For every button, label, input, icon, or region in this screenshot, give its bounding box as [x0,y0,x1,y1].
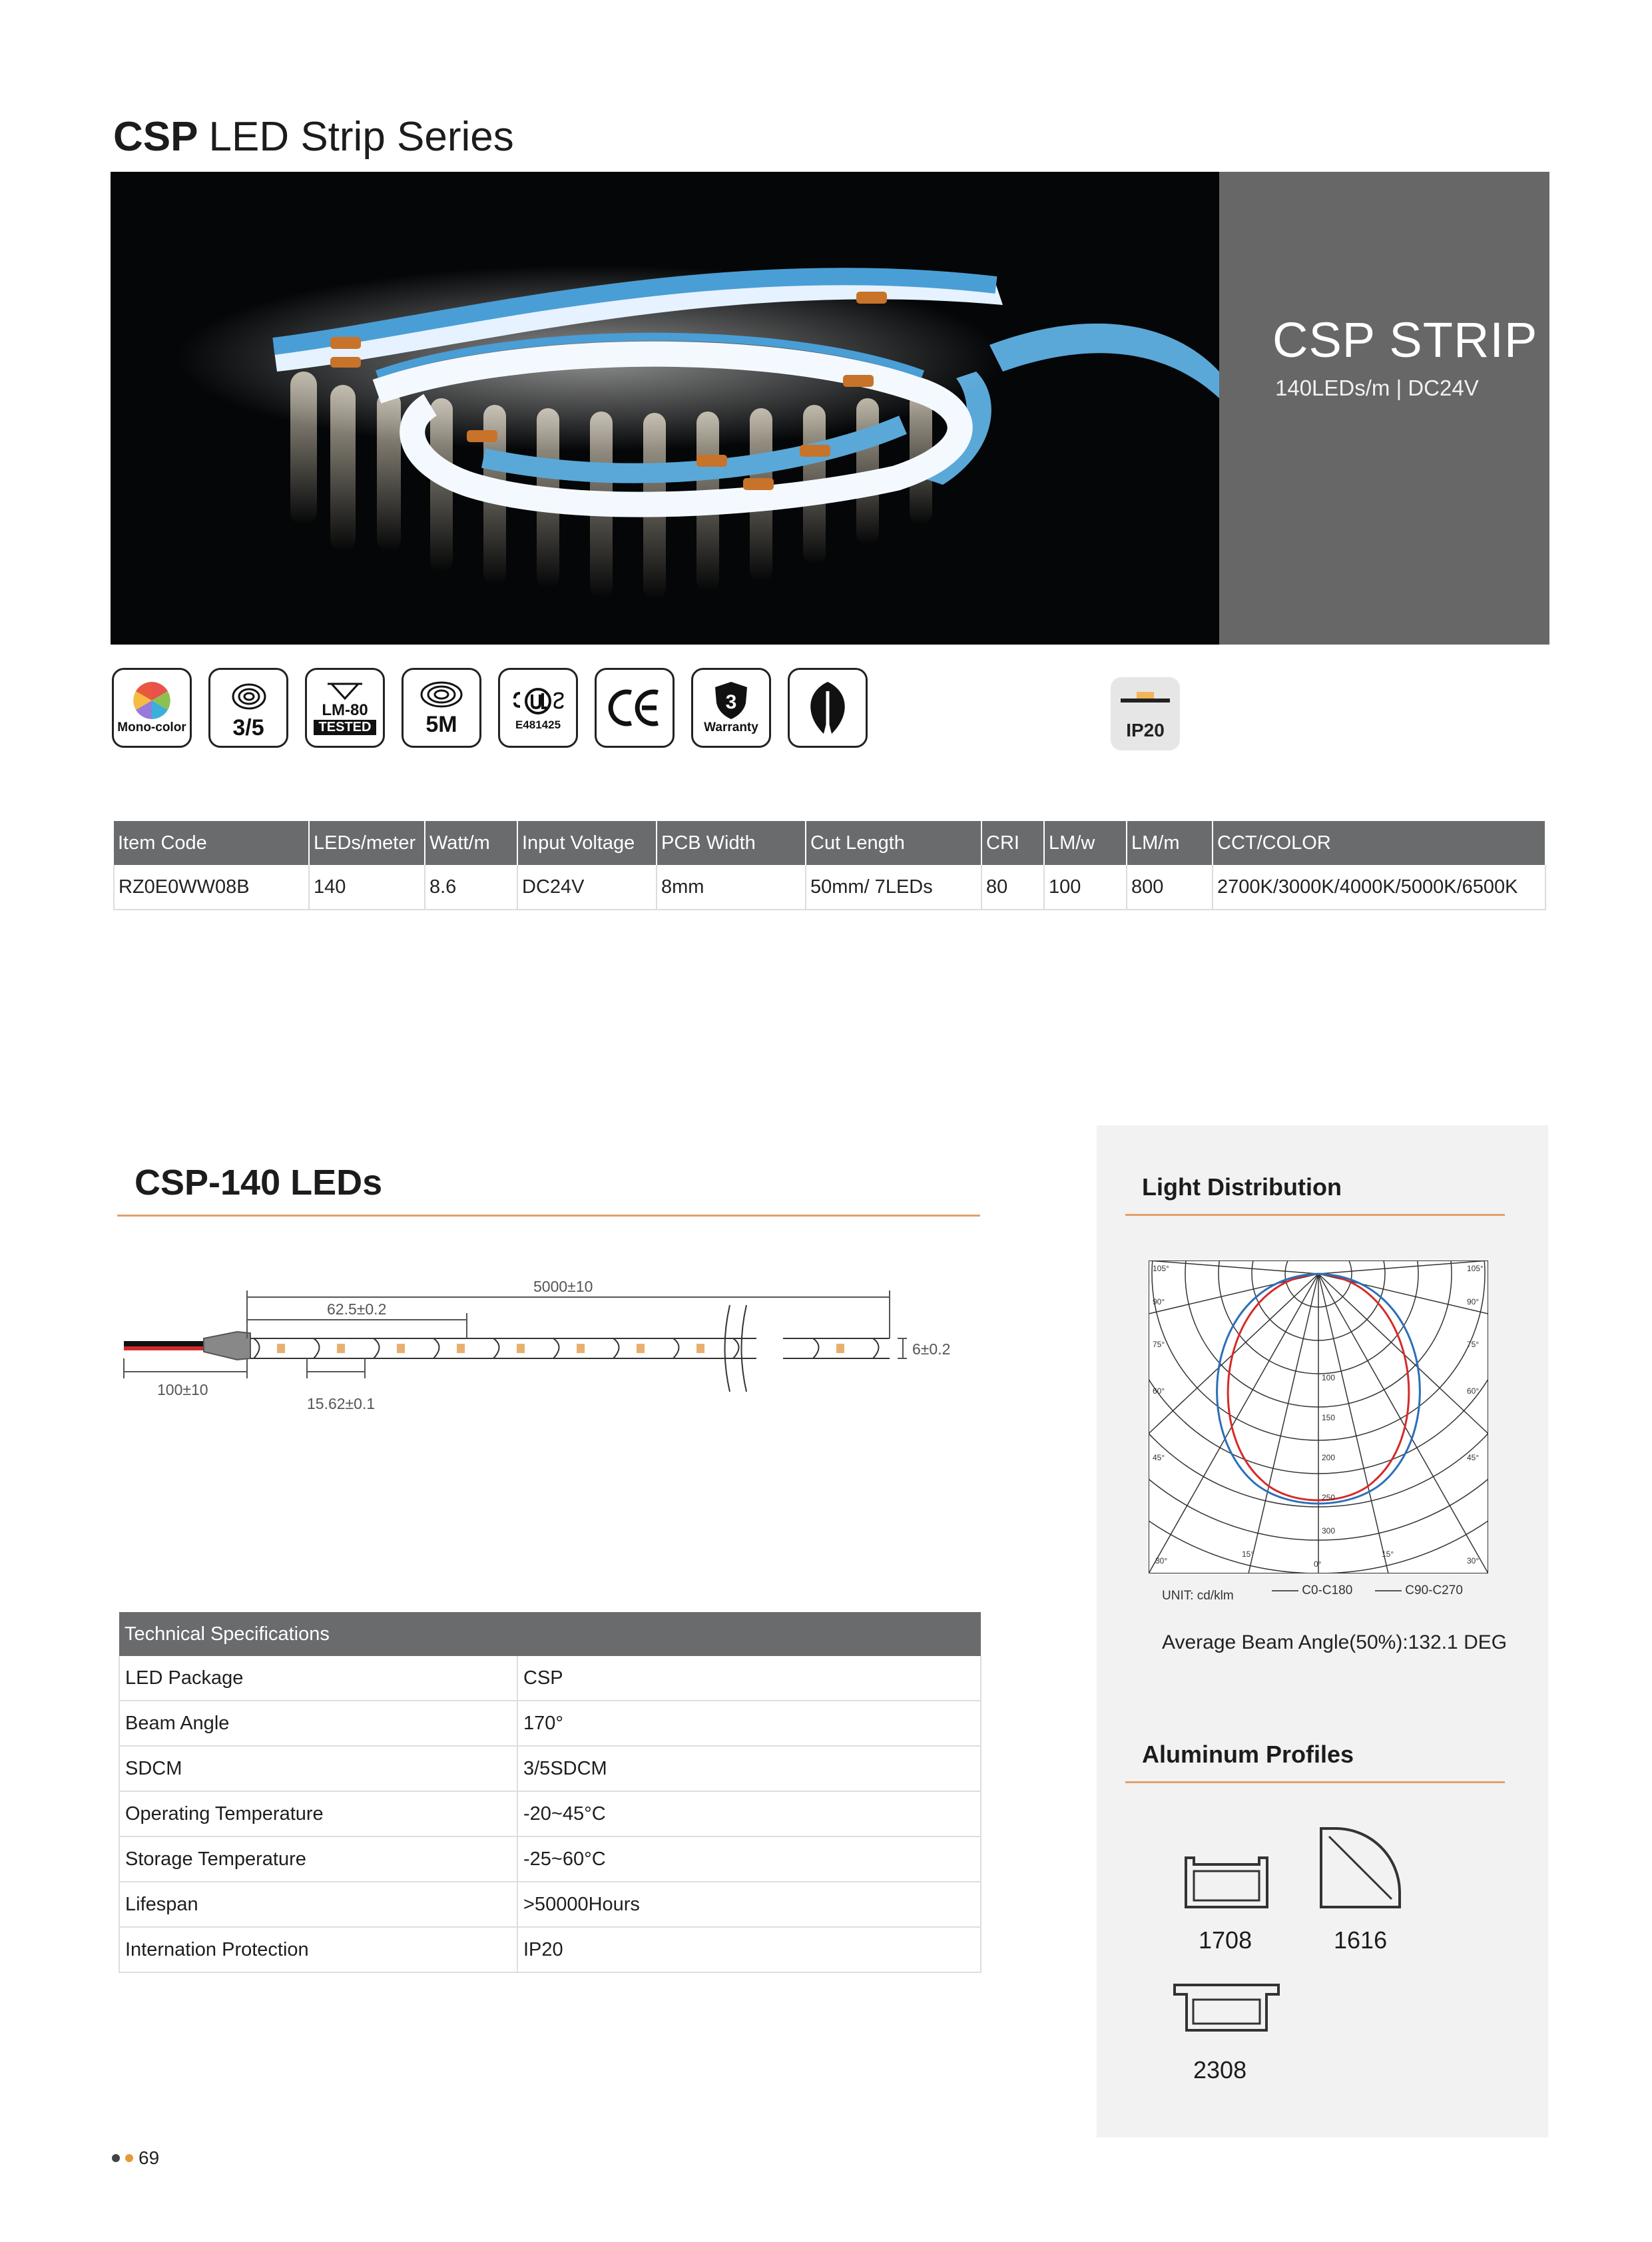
dim-width: 6±0.2 [912,1340,951,1358]
cell-cut-length: 50mm/ 7LEDs [806,865,981,910]
profile-1616-label: 1616 [1334,1926,1388,1954]
strip-ip-icon [1119,687,1171,713]
sdcm-icon [208,668,288,748]
hero-title: CSP STRIP [1272,312,1538,368]
light-distribution-divider [1125,1214,1505,1216]
product-table [113,821,1546,910]
dim-total-length: 5000±10 [533,1278,593,1295]
angle-label: 60° [1467,1386,1480,1396]
header-cell: CRI [981,821,1044,865]
specs-header-row [119,1612,981,1656]
angle-label: 90° [1467,1297,1480,1306]
spec-value: 3/5SDCM [517,1746,981,1791]
spec-value: -25~60°C [517,1836,981,1882]
spec-row [119,1927,981,1972]
legend-c0-label: C0-C180 [1302,1583,1353,1597]
spec-row [119,1701,981,1746]
angle-label: 0° [1314,1559,1322,1569]
spec-value: IP20 [517,1927,981,1972]
ul-logo-icon [508,684,568,718]
angle-label: 75° [1467,1340,1480,1349]
cell-lm-w: 100 [1044,865,1127,910]
ul-cert-icon [498,668,578,748]
profiles-divider [1125,1781,1505,1783]
product-row [114,865,1545,910]
spec-key: Lifespan [119,1882,517,1927]
ce-mark-icon [605,685,665,731]
title-bold: CSP [113,114,198,160]
lm80-label: LM-80 [322,701,368,719]
radial-label: 150 [1322,1413,1336,1422]
cell-voltage: DC24V [517,865,657,910]
dim-lead: 100±10 [157,1381,208,1398]
angle-label: 45° [1467,1453,1480,1462]
lm80-tested: TESTED [314,720,377,735]
cell-lm-m: 800 [1127,865,1213,910]
radial-label: 200 [1322,1453,1336,1462]
beam-angle-text: Average Beam Angle(50%):132.1 DEG [1162,1631,1508,1653]
page-title [113,113,514,160]
legend-line-icon [1272,1590,1298,1591]
angle-label: 15° [1382,1549,1394,1559]
lm80-icon [305,668,385,748]
dim-led-spacing: 15.62±0.1 [307,1395,376,1412]
title-rest: LED Strip Series [208,114,514,160]
spec-row [119,1882,981,1927]
angle-label: 15° [1242,1549,1254,1559]
specs-title: Technical Specifications [119,1612,981,1656]
hero-photo [111,172,1219,645]
reel-5m-icon [402,668,481,748]
angle-label: 75° [1153,1340,1165,1349]
header-cell: CCT/COLOR [1213,821,1545,865]
spec-key: SDCM [119,1746,517,1791]
spec-value: CSP [517,1656,981,1701]
header-cell: Item Code [114,821,309,865]
shield-icon [712,681,750,720]
header-cell: Watt/m [425,821,517,865]
spec-key: LED Package [119,1656,517,1701]
spec-value: >50000Hours [517,1882,981,1927]
legend-line-icon [1375,1590,1402,1591]
technical-specs-table [119,1612,981,1973]
spec-key: Internation Protection [119,1927,517,1972]
spec-key: Beam Angle [119,1701,517,1746]
aluminum-profiles-heading: Aluminum Profiles [1142,1741,1354,1768]
light-distribution-polar-chart [1149,1261,1488,1573]
spec-value: 170° [517,1701,981,1746]
header-cell: LEDs/meter [309,821,425,865]
spec-row [119,1836,981,1882]
angle-label: 45° [1153,1453,1165,1462]
spec-row [119,1746,981,1791]
product-header-row [114,821,1545,865]
profile-1616-icon [1317,1824,1404,1911]
reel-icon [418,679,465,712]
spec-key: Operating Temperature [119,1791,517,1836]
brand-logo-icon [788,668,868,748]
legend-c0 [1272,1583,1352,1598]
cell-cct: 2700K/3000K/4000K/5000K/6500K [1213,865,1545,910]
header-cell: PCB Width [657,821,806,865]
section-title: CSP-140 LEDs [135,1163,383,1203]
angle-label: 30° [1155,1556,1168,1565]
warranty-years: 3 [725,691,737,713]
warranty-label: Warranty [704,720,758,734]
mono-color-label: Mono-color [117,720,186,734]
section-divider [117,1215,980,1217]
mono-color-icon [112,668,192,748]
reel-label: 5M [425,711,457,737]
ce-icon [595,668,675,748]
strip-dimension-diagram [117,1272,983,1432]
spec-row [119,1791,981,1836]
footer-dot-icon [125,2154,133,2162]
header-cell: Input Voltage [517,821,657,865]
angle-label: 105° [1467,1264,1484,1273]
spec-row [119,1656,981,1701]
angle-label: 30° [1467,1556,1480,1565]
legend-c90 [1375,1583,1463,1598]
cell-pcb-width: 8mm [657,865,806,910]
page-number: 69 [138,2147,160,2168]
page-footer [112,2147,159,2169]
footer-dot-icon [112,2154,120,2162]
ul-cert-number: E481425 [515,718,561,731]
angle-label: 60° [1153,1386,1165,1396]
profile-1708-icon [1182,1851,1272,1911]
radial-label: 300 [1322,1526,1336,1536]
profile-2308-icon [1172,1981,1282,2034]
radial-label: 250 [1322,1493,1336,1502]
cell-cri: 80 [981,865,1044,910]
ip20-badge [1111,677,1180,750]
angle-label: 90° [1153,1297,1165,1306]
legend-c90-label: C90-C270 [1405,1583,1463,1597]
profile-1708-label: 1708 [1199,1926,1252,1954]
sdcm-label: 3/5 [232,714,264,740]
hero-info-panel [1219,172,1549,645]
warranty-icon [691,668,771,748]
header-cell: Cut Length [806,821,981,865]
hero-subtitle: 140LEDs/m | DC24V [1275,376,1479,400]
spec-value: -20~45°C [517,1791,981,1836]
lamp-icon [325,681,365,701]
profile-2308-label: 2308 [1193,2056,1247,2084]
sdcm-ellipse-icon [225,675,272,715]
ip20-label: IP20 [1126,720,1165,740]
cell-leds-meter: 140 [309,865,425,910]
cell-item-code: RZ0E0WW08B [114,865,309,910]
leaf-logo-icon [801,678,854,738]
color-wheel-icon [132,681,172,720]
light-distribution-heading: Light Distribution [1142,1173,1342,1201]
header-cell: LM/m [1127,821,1213,865]
unit-label: UNIT: cd/klm [1162,1589,1234,1603]
radial-label: 100 [1322,1373,1336,1382]
spec-key: Storage Temperature [119,1836,517,1882]
dim-pitch: 62.5±0.2 [327,1300,387,1318]
angle-label: 105° [1153,1264,1169,1273]
header-cell: LM/w [1044,821,1127,865]
cell-watt: 8.6 [425,865,517,910]
